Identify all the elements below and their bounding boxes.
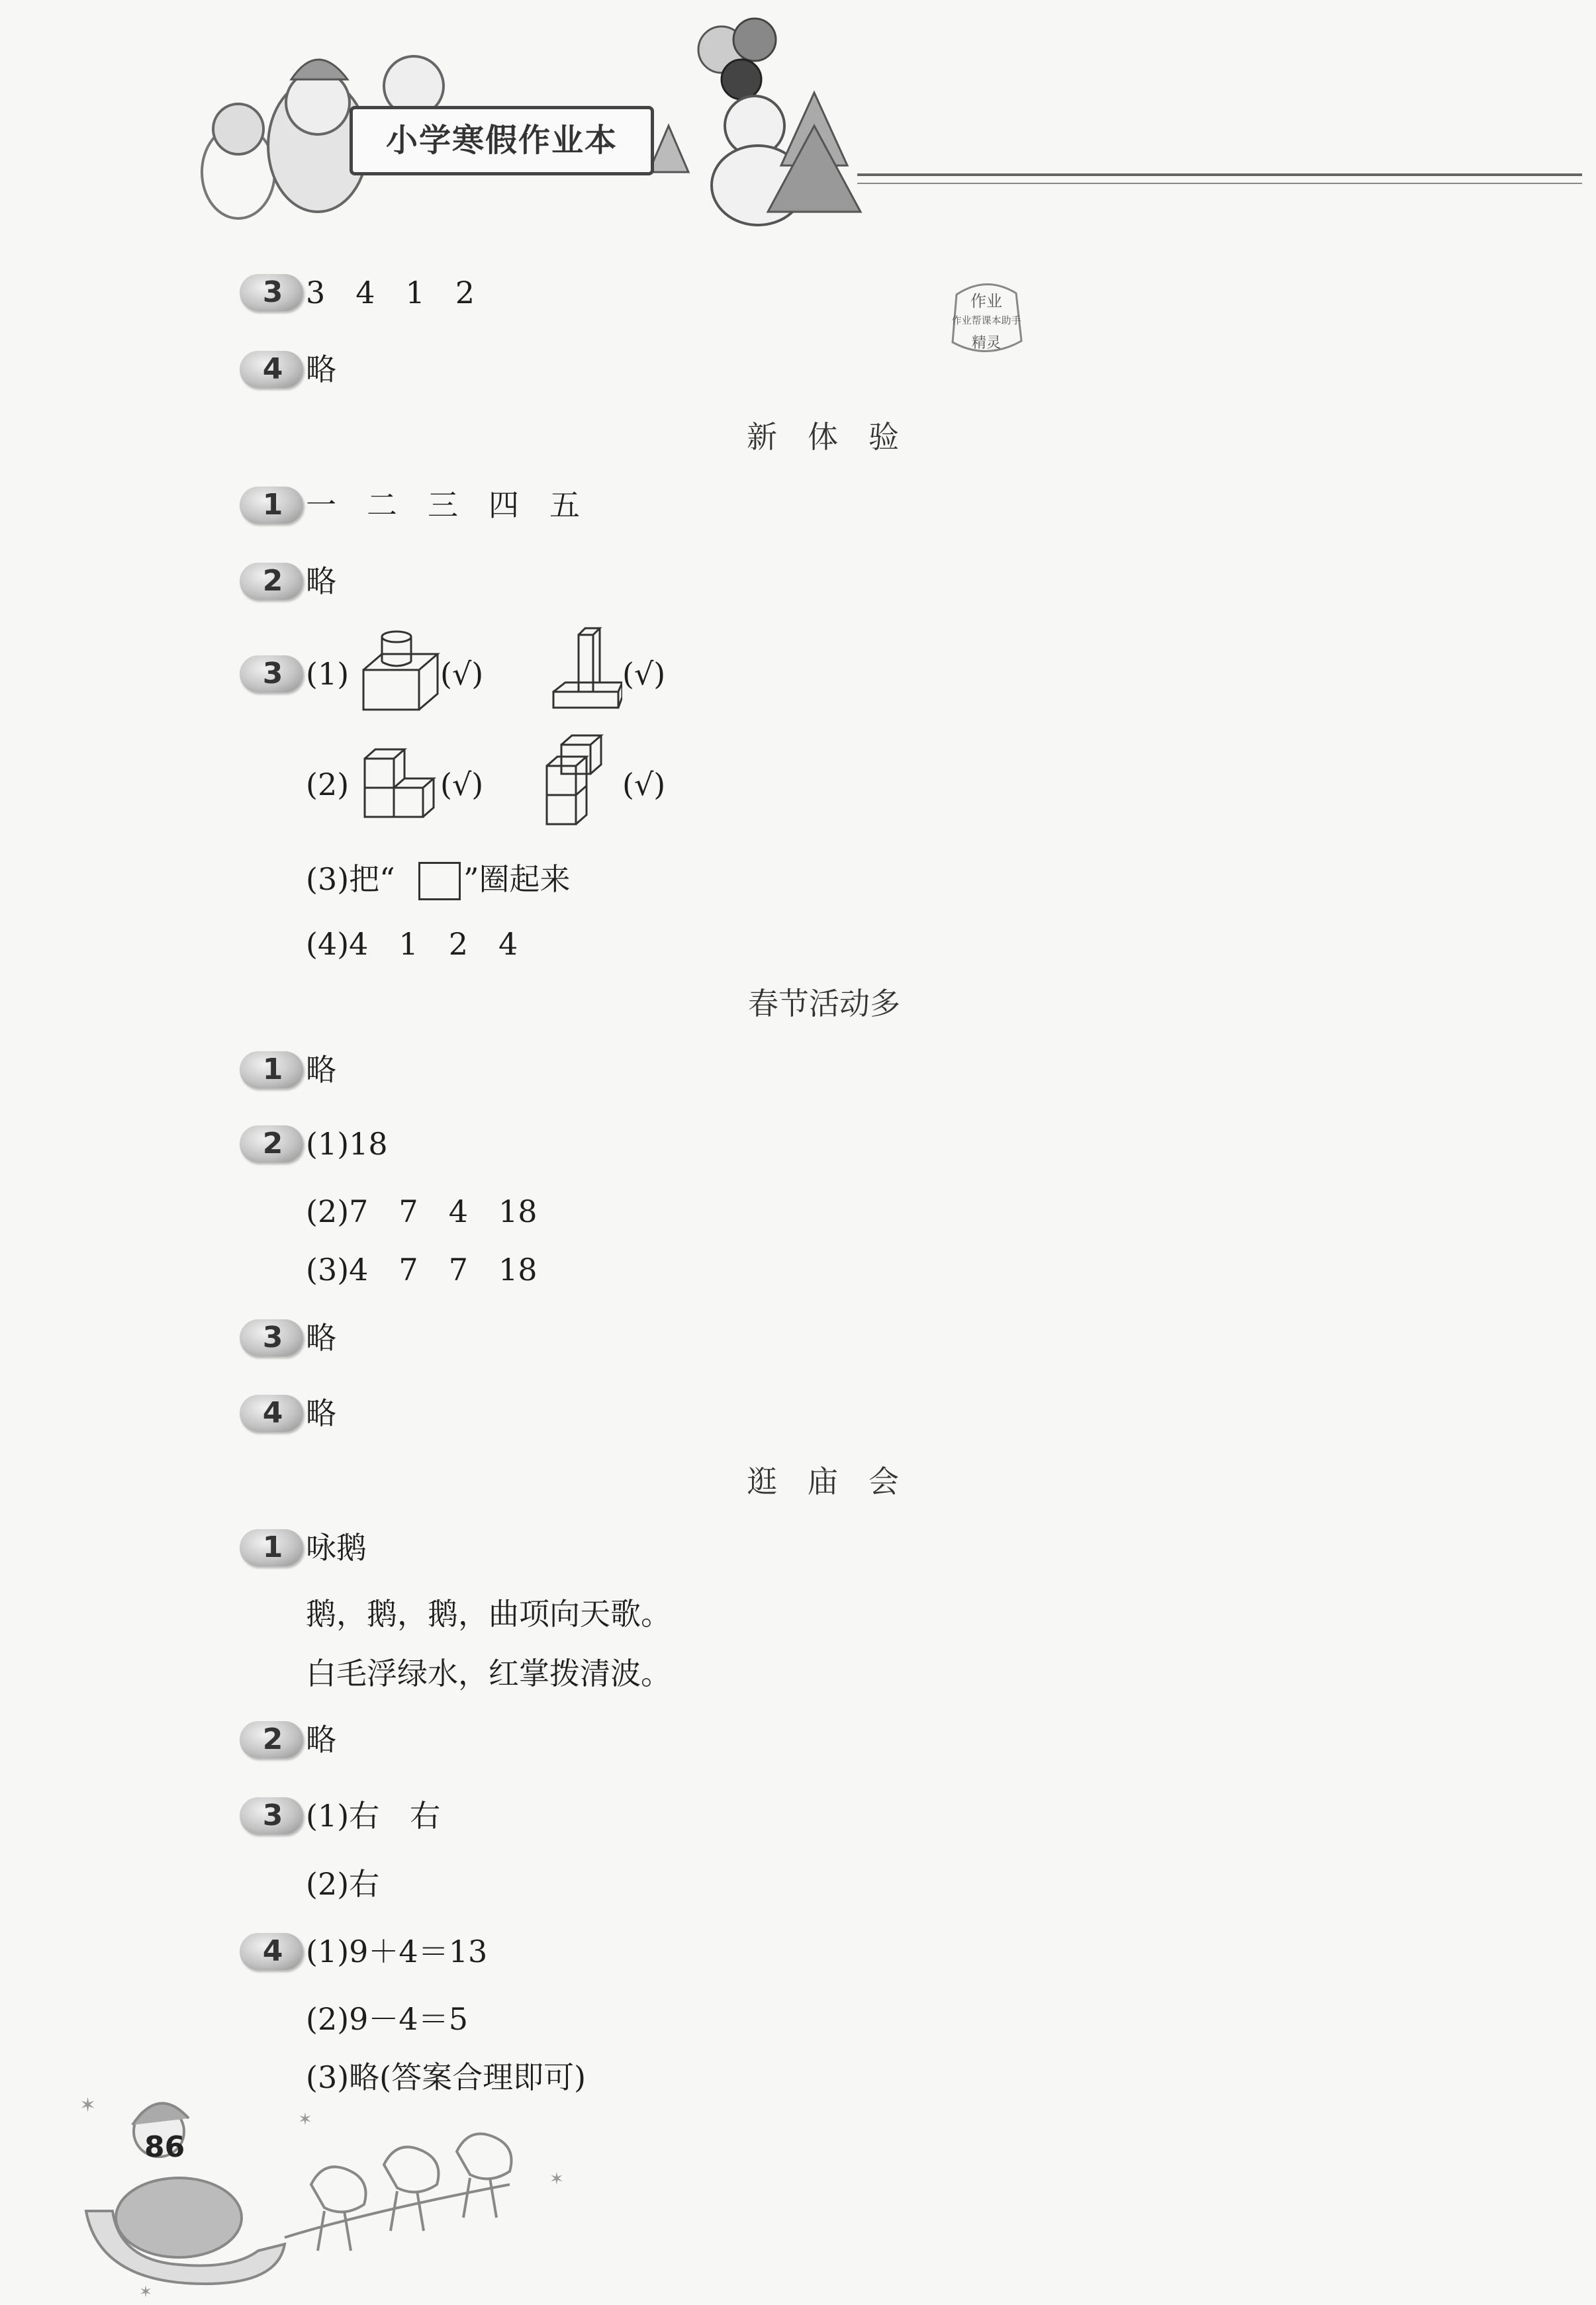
- question-badge: [240, 1319, 303, 1356]
- question-number: 2: [262, 564, 283, 598]
- question-number: 4: [262, 352, 283, 386]
- answer-line: (1)右 右: [306, 1798, 441, 1834]
- poem-line: 鹅，鹅，鹅，曲项向天歌。: [306, 1596, 671, 1632]
- svg-text:✶: ✶: [79, 2094, 97, 2117]
- cylinder-on-cuboid-figure: [361, 629, 440, 715]
- tall-block-on-plate-figure: [549, 626, 622, 712]
- page-number: 86: [144, 2130, 185, 2164]
- stacked-cubes-figure: [543, 731, 622, 831]
- check-mark: (√): [440, 656, 484, 692]
- question-number: 1: [262, 1053, 283, 1086]
- question-number: 3: [262, 1321, 283, 1354]
- answer-text: 一 二 三 四 五: [306, 487, 580, 523]
- question-number: 2: [262, 1722, 283, 1756]
- header-rule: [857, 173, 1582, 176]
- stacked-cubes-figure: [361, 735, 440, 827]
- section-title: 逛 庙 会: [747, 1464, 899, 1499]
- header-rule-thin: [857, 183, 1582, 184]
- question-badge: [240, 655, 303, 692]
- answer-text: 略: [306, 1395, 336, 1431]
- answer-line: (3)略(答案合理即可): [306, 2059, 587, 2095]
- question-number: 2: [262, 1127, 283, 1160]
- question-number: 4: [262, 1396, 283, 1430]
- answer-line: (2)7 7 4 18: [306, 1194, 538, 1229]
- answer-line: (1)18: [306, 1126, 388, 1162]
- svg-text:✶: ✶: [549, 2169, 564, 2189]
- answer-text: (4)4 1 2 4: [306, 926, 518, 962]
- sub3-post-text: ”圈起来: [463, 861, 571, 897]
- question-number: 3: [262, 657, 283, 690]
- answer-text: 略: [306, 1320, 336, 1356]
- sub-label: (2): [306, 767, 350, 802]
- question-number: 4: [262, 1934, 283, 1968]
- svg-text:✶: ✶: [298, 2110, 312, 2130]
- answer-text: 3 4 1 2: [306, 275, 475, 310]
- answer-line: (2)9－4＝5: [306, 2001, 468, 2037]
- workbook-title: 小学寒假作业本: [350, 106, 654, 175]
- question-badge: [240, 1933, 303, 1970]
- watermark-stamp: [943, 275, 1029, 361]
- square-figure: [418, 862, 461, 900]
- answer-line: (1)9＋4＝13: [306, 1934, 488, 1969]
- question-badge: [240, 1529, 303, 1566]
- question-badge: [240, 563, 303, 600]
- question-badge: [240, 351, 303, 388]
- poem-title: 咏鹅: [306, 1530, 367, 1566]
- section-title: 春节活动多: [748, 986, 900, 1021]
- svg-text:✶: ✶: [139, 2282, 153, 2301]
- stamp-line1: 作业: [970, 292, 1002, 310]
- santa-sleigh-illustration: [60, 2085, 576, 2304]
- check-mark: (√): [622, 656, 666, 692]
- question-badge: [240, 487, 303, 524]
- stamp-line3: 精灵: [971, 335, 1001, 352]
- question-number: 1: [262, 1530, 283, 1564]
- answer-text: 略: [306, 1052, 336, 1088]
- answer-text: 略: [306, 352, 336, 387]
- answer-line: (2)右: [306, 1866, 380, 1902]
- question-badge: [240, 1395, 303, 1432]
- question-badge: [240, 1125, 303, 1162]
- question-number: 3: [262, 275, 283, 309]
- question-badge: [240, 1797, 303, 1834]
- answer-text: 略: [306, 1722, 336, 1758]
- check-mark: (√): [440, 767, 484, 802]
- question-number: 1: [262, 488, 283, 522]
- check-mark: (√): [622, 767, 666, 802]
- question-number: 3: [262, 1799, 283, 1832]
- question-badge: [240, 274, 303, 311]
- question-badge: [240, 1051, 303, 1088]
- answer-line: (3)4 7 7 18: [306, 1252, 538, 1288]
- question-badge: [240, 1721, 303, 1758]
- answer-text: 略: [306, 563, 336, 599]
- sub3-pre-text: (3)把“: [306, 861, 395, 897]
- stamp-line2: 作业帮课本助手: [951, 314, 1021, 326]
- section-title: 新 体 验: [747, 419, 899, 455]
- sub-label: (1): [306, 656, 350, 692]
- poem-line: 白毛浮绿水，红掌拨清波。: [306, 1656, 671, 1691]
